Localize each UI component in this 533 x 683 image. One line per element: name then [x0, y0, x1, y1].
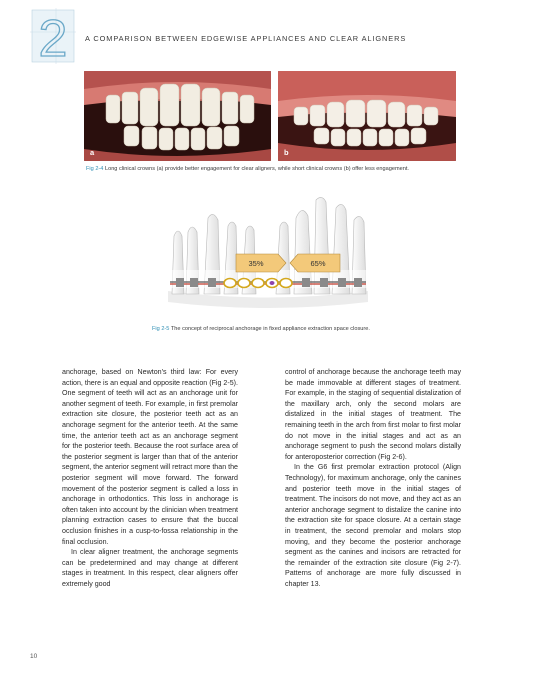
figure-2-5-label: Fig 2-5: [152, 326, 170, 332]
figure-2-4-caption-text: Long clinical crowns (a) provide better engagement for clear aligners, while short clinical crowns (b) offer less engagement.: [103, 166, 409, 172]
body-column-left: [62, 367, 238, 589]
body-paragraph: In the G6 first premolar extraction protocol (Align Technology), for maximum anchorage, only the canines and posterior teeth move in the initial stages of treatment. The incisors do not move, and they act as an anterior anchorage segment to distalize the canine into the extraction site for space closure. At a certain stage in treatment, the second premolar and molars stop moving, and they become the posterior anchorage segment as the canines and incisors are retracted for the remainder of the extraction site closure (Fig 2-7). Patterns of anchorage are more fully discussed in chapter 13.: [285, 463, 461, 588]
body-column-right: [285, 367, 461, 589]
photo-long-crowns: [84, 71, 271, 161]
figure-2-5-caption: [152, 326, 402, 334]
body-paragraph: In clear aligner treatment, the anchorage segments can be predetermined and may change at different stages in treatment. In this respect, clear aligners offer extremely good: [62, 548, 238, 588]
anchorage-percent-right: 65%: [310, 259, 326, 268]
figure-2-4-label: Fig 2-4: [86, 166, 104, 172]
panel-label-a: a: [90, 148, 95, 157]
body-paragraph: control of anchorage because the anchorage teeth may be made immovable at different stages of treatment. For example, in the staging of sequential distalization of the maxillary arch, only the second molars are distalized in the initial stages of treatment. The remaining teeth in the arch from first molar to first molar do not move in the initial stages and act as an anchorage segment to push the second molars distally for anteroposterior correction (Fig 2-6).: [285, 368, 461, 461]
running-head: A COMPARISON BETWEEN EDGEWISE APPLIANCES AND CLEAR ALIGNERS: [85, 34, 407, 43]
anchorage-percent-left: 35%: [248, 259, 264, 268]
panel-label-b: b: [284, 148, 289, 157]
figure-2-4-caption: [86, 166, 458, 174]
chapter-number-graphic: [30, 8, 76, 64]
reciprocal-anchorage-diagram: [168, 196, 368, 318]
page-number: 10: [30, 653, 38, 660]
body-paragraph: anchorage, based on Newton's third law: For every action, there is an equal and opposite reaction (Fig 2-5). One segment of teeth will act as an anchorage unit for another segment of teeth. For example, in first premolar extraction site closure, the posterior teeth act as an anchorage segment for the anterior teeth. At the same time, the anterior teeth act as an anchorage segment for the posterior teeth. Because the root surface area of the posterior segment is larger than that of the anterior segment, the anterior segment will retract more than the posterior segment will move forward. The forward movement of the posterior segment is called a loss in anchorage in orthodontics. This loss in anchorage is often taken into account by the clinician when treatment planning extraction cases to ensure that the buccal occlusion finishes in a cusp-to-fossa relationship in the final occlusion.: [62, 368, 238, 546]
chapter-number: 2: [38, 10, 68, 64]
photo-short-crowns: [278, 71, 456, 161]
figure-2-5-caption-text: The concept of reciprocal anchorage in fixed appliance extraction space closure.: [169, 326, 370, 332]
